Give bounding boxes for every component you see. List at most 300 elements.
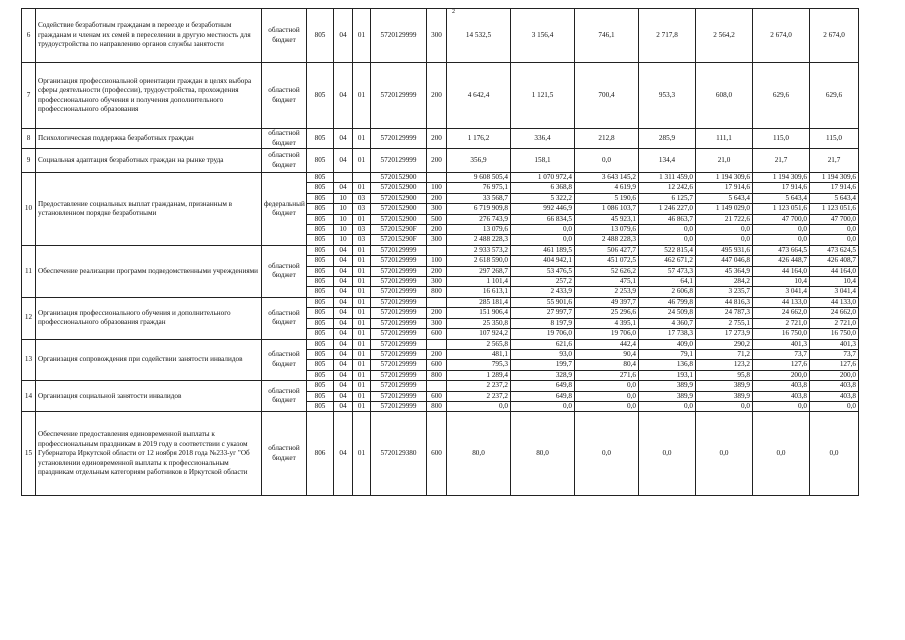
section-code: 04 — [334, 287, 353, 297]
y2019-value: 158,1 — [511, 149, 575, 173]
y2022-value: 2 564,2 — [696, 9, 753, 63]
y2021-value: 2 717,8 — [639, 9, 696, 63]
total-value: 276 743,9 — [447, 214, 511, 224]
subsection-code: 01 — [353, 9, 371, 63]
y2022-value: 123,2 — [696, 360, 753, 370]
gp-code: 805 — [307, 401, 334, 411]
y2019-value: 2 433,9 — [511, 287, 575, 297]
y2024-value: 127,6 — [810, 360, 859, 370]
total-value: 14 532,5 — [447, 9, 511, 63]
y2023-value: 127,6 — [753, 360, 810, 370]
y2024-value: 1 194 309,6 — [810, 173, 859, 183]
y2020-value: 4 395,1 — [575, 318, 639, 328]
total-value: 4 642,4 — [447, 63, 511, 129]
subsection-code: 01 — [353, 339, 371, 349]
y2023-value: 5 643,4 — [753, 193, 810, 203]
y2019-value: 53 476,5 — [511, 266, 575, 276]
target-article-code: 5720129999 — [371, 329, 427, 339]
y2021-value: 1 311 459,0 — [639, 173, 696, 183]
funding-source: областной бюджет — [262, 339, 307, 381]
measure-name: Организация сопровождения при содействии занятости инвалидов — [36, 339, 262, 381]
y2023-value: 115,0 — [753, 129, 810, 149]
expense-type-code: 300 — [427, 318, 447, 328]
subsection-code: 03 — [353, 235, 371, 245]
expense-type-code — [427, 245, 447, 255]
measure-name: Организация социальной занятости инвалидов — [36, 381, 262, 412]
budget-table — [21, 8, 859, 496]
target-article-code: 5720129999 — [371, 277, 427, 287]
table-row — [22, 339, 859, 349]
subsection-code: 01 — [353, 349, 371, 359]
gp-code: 805 — [307, 149, 334, 173]
y2020-value: 0,0 — [575, 381, 639, 391]
funding-source: областной бюджет — [262, 245, 307, 297]
target-article-code: 5720129999 — [371, 63, 427, 129]
section-code: 10 — [334, 235, 353, 245]
y2019-value: 3 156,4 — [511, 9, 575, 63]
y2024-value: 17 914,6 — [810, 183, 859, 193]
page-marker: 2 — [452, 9, 455, 15]
funding-source: областной бюджет — [262, 63, 307, 129]
y2022-value: 3 235,7 — [696, 287, 753, 297]
y2021-value: 1 246 227,0 — [639, 204, 696, 214]
y2019-value: 404 942,1 — [511, 256, 575, 266]
table-row — [22, 381, 859, 391]
y2019-value: 257,2 — [511, 277, 575, 287]
y2022-value: 0,0 — [696, 412, 753, 496]
y2020-value: 0,0 — [575, 149, 639, 173]
gp-code: 805 — [307, 287, 334, 297]
section-code: 04 — [334, 277, 353, 287]
y2019-value: 55 901,6 — [511, 297, 575, 307]
y2023-value: 44 164,0 — [753, 266, 810, 276]
y2021-value: 0,0 — [639, 225, 696, 235]
y2019-value: 649,8 — [511, 391, 575, 401]
section-code: 04 — [334, 401, 353, 411]
y2019-value: 93,0 — [511, 349, 575, 359]
total-value: 2 488 228,3 — [447, 235, 511, 245]
y2022-value: 0,0 — [696, 225, 753, 235]
target-article-code: 5720129999 — [371, 360, 427, 370]
section-code: 04 — [334, 129, 353, 149]
y2024-value: 5 643,4 — [810, 193, 859, 203]
subsection-code: 03 — [353, 204, 371, 214]
y2019-value: 461 189,5 — [511, 245, 575, 255]
y2020-value: 451 072,5 — [575, 256, 639, 266]
subsection-code: 01 — [353, 370, 371, 380]
y2019-value: 336,4 — [511, 129, 575, 149]
y2024-value: 21,7 — [810, 149, 859, 173]
y2022-value: 111,1 — [696, 129, 753, 149]
total-value: 33 568,7 — [447, 193, 511, 203]
row-number: 11 — [22, 245, 36, 297]
y2020-value: 52 626,2 — [575, 266, 639, 276]
table-row — [22, 9, 859, 63]
row-number: 14 — [22, 381, 36, 412]
table-row — [22, 297, 859, 307]
gp-code: 805 — [307, 339, 334, 349]
expense-type-code: 100 — [427, 183, 447, 193]
y2021-value: 17 738,3 — [639, 329, 696, 339]
y2023-value: 47 700,0 — [753, 214, 810, 224]
gp-code: 805 — [307, 349, 334, 359]
y2020-value: 80,4 — [575, 360, 639, 370]
measure-name: Обеспечение реализации программ подведомственными учреждениями — [36, 245, 262, 297]
measure-name: Предоставление социальных выплат гражданам, признанным в установленном порядке безработными — [36, 173, 262, 246]
y2023-value: 629,6 — [753, 63, 810, 129]
gp-code: 805 — [307, 318, 334, 328]
total-value: 107 924,2 — [447, 329, 511, 339]
y2023-value: 73,7 — [753, 349, 810, 359]
total-value: 2 933 573,2 — [447, 245, 511, 255]
y2024-value: 0,0 — [810, 235, 859, 245]
y2023-value: 1 123 051,6 — [753, 204, 810, 214]
y2019-value: 992 446,9 — [511, 204, 575, 214]
measure-name: Содействие безработным гражданам в переезде и безработным гражданам и членам их семей в переселении в другую местность для трудоустройства по направлению органов службы занятости — [36, 9, 262, 63]
y2021-value: 193,1 — [639, 370, 696, 380]
gp-code: 805 — [307, 370, 334, 380]
expense-type-code: 300 — [427, 9, 447, 63]
y2022-value: 45 364,9 — [696, 266, 753, 276]
table-row — [22, 129, 859, 149]
gp-code: 805 — [307, 183, 334, 193]
expense-type-code: 200 — [427, 193, 447, 203]
y2023-value: 10,4 — [753, 277, 810, 287]
y2024-value: 44 133,0 — [810, 297, 859, 307]
subsection-code: 01 — [353, 360, 371, 370]
y2021-value: 4 360,7 — [639, 318, 696, 328]
expense-type-code: 100 — [427, 256, 447, 266]
expense-type-code: 300 — [427, 235, 447, 245]
total-value: 13 079,6 — [447, 225, 511, 235]
y2022-value: 0,0 — [696, 401, 753, 411]
y2020-value: 1 086 103,7 — [575, 204, 639, 214]
y2022-value: 495 931,6 — [696, 245, 753, 255]
section-code: 04 — [334, 149, 353, 173]
y2024-value: 0,0 — [810, 225, 859, 235]
target-article-code: 5720152900 — [371, 193, 427, 203]
y2023-value: 16 750,0 — [753, 329, 810, 339]
total-value: 1 101,4 — [447, 277, 511, 287]
gp-code: 805 — [307, 308, 334, 318]
y2020-value: 0,0 — [575, 391, 639, 401]
y2023-value: 403,8 — [753, 391, 810, 401]
y2020-value: 3 643 145,2 — [575, 173, 639, 183]
section-code: 04 — [334, 256, 353, 266]
gp-code: 805 — [307, 329, 334, 339]
y2020-value: 2 253,9 — [575, 287, 639, 297]
y2020-value: 442,4 — [575, 339, 639, 349]
y2019-value: 5 322,2 — [511, 193, 575, 203]
gp-code: 805 — [307, 193, 334, 203]
expense-type-code: 600 — [427, 391, 447, 401]
y2020-value: 19 706,0 — [575, 329, 639, 339]
expense-type-code — [427, 173, 447, 183]
subsection-code: 01 — [353, 256, 371, 266]
y2021-value: 0,0 — [639, 412, 696, 496]
y2022-value: 5 643,4 — [696, 193, 753, 203]
y2019-value: 19 706,0 — [511, 329, 575, 339]
section-code: 10 — [334, 204, 353, 214]
y2019-value: 199,7 — [511, 360, 575, 370]
y2021-value: 462 671,2 — [639, 256, 696, 266]
funding-source: областной бюджет — [262, 9, 307, 63]
measure-name: Организация профессиональной ориентации граждан в целях выбора сферы деятельности (профессии), трудоустройства, прохождения профессионального обучения и получения дополнительного профессионального образования — [36, 63, 262, 129]
target-article-code: 5720129999 — [371, 266, 427, 276]
y2020-value: 90,4 — [575, 349, 639, 359]
y2024-value: 426 408,7 — [810, 256, 859, 266]
section-code — [334, 173, 353, 183]
y2022-value: 1 194 309,6 — [696, 173, 753, 183]
expense-type-code: 200 — [427, 349, 447, 359]
y2023-value: 0,0 — [753, 235, 810, 245]
row-number: 9 — [22, 149, 36, 173]
target-article-code: 5720152900 — [371, 204, 427, 214]
table-row — [22, 173, 859, 183]
section-code: 04 — [334, 318, 353, 328]
y2023-value: 24 662,0 — [753, 308, 810, 318]
gp-code: 805 — [307, 9, 334, 63]
subsection-code: 03 — [353, 225, 371, 235]
y2020-value: 475,1 — [575, 277, 639, 287]
y2020-value: 506 427,7 — [575, 245, 639, 255]
expense-type-code: 800 — [427, 401, 447, 411]
y2024-value: 47 700,0 — [810, 214, 859, 224]
section-code: 10 — [334, 193, 353, 203]
target-article-code: 5720129999 — [371, 339, 427, 349]
y2024-value: 401,3 — [810, 339, 859, 349]
subsection-code: 01 — [353, 297, 371, 307]
subsection-code: 01 — [353, 401, 371, 411]
subsection-code: 01 — [353, 129, 371, 149]
y2021-value: 24 509,8 — [639, 308, 696, 318]
y2019-value: 27 997,7 — [511, 308, 575, 318]
y2023-value: 2 721,0 — [753, 318, 810, 328]
gp-code: 805 — [307, 214, 334, 224]
y2023-value: 426 448,7 — [753, 256, 810, 266]
gp-code: 806 — [307, 412, 334, 496]
y2021-value: 953,3 — [639, 63, 696, 129]
target-article-code: 572015290F — [371, 225, 427, 235]
expense-type-code: 200 — [427, 266, 447, 276]
section-code: 04 — [334, 329, 353, 339]
subsection-code: 01 — [353, 287, 371, 297]
gp-code: 805 — [307, 297, 334, 307]
target-article-code: 572015290F — [371, 235, 427, 245]
total-value: 151 906,4 — [447, 308, 511, 318]
section-code: 04 — [334, 349, 353, 359]
gp-code: 805 — [307, 256, 334, 266]
total-value: 481,1 — [447, 349, 511, 359]
funding-source: областной бюджет — [262, 129, 307, 149]
y2021-value: 46 799,8 — [639, 297, 696, 307]
expense-type-code: 600 — [427, 329, 447, 339]
subsection-code: 01 — [353, 214, 371, 224]
funding-source: областной бюджет — [262, 149, 307, 173]
section-code: 04 — [334, 339, 353, 349]
target-article-code: 5720129999 — [371, 129, 427, 149]
total-value: 16 613,1 — [447, 287, 511, 297]
subsection-code: 01 — [353, 412, 371, 496]
y2022-value: 290,2 — [696, 339, 753, 349]
y2022-value: 21,0 — [696, 149, 753, 173]
y2024-value: 629,6 — [810, 63, 859, 129]
total-value: 2 618 590,0 — [447, 256, 511, 266]
y2021-value: 0,0 — [639, 235, 696, 245]
y2024-value: 403,8 — [810, 391, 859, 401]
y2024-value: 0,0 — [810, 412, 859, 496]
target-article-code: 5720129999 — [371, 381, 427, 391]
y2022-value: 71,2 — [696, 349, 753, 359]
y2023-value: 403,8 — [753, 381, 810, 391]
y2024-value: 1 123 051,6 — [810, 204, 859, 214]
y2021-value: 12 242,6 — [639, 183, 696, 193]
subsection-code: 01 — [353, 245, 371, 255]
y2020-value: 271,6 — [575, 370, 639, 380]
expense-type-code: 800 — [427, 370, 447, 380]
y2022-value: 95,8 — [696, 370, 753, 380]
measure-name: Социальная адаптация безработных граждан на рынке труда — [36, 149, 262, 173]
y2020-value: 49 397,7 — [575, 297, 639, 307]
section-code: 04 — [334, 360, 353, 370]
y2021-value: 2 606,8 — [639, 287, 696, 297]
target-article-code: 5720129380 — [371, 412, 427, 496]
gp-code: 805 — [307, 360, 334, 370]
y2022-value: 389,9 — [696, 381, 753, 391]
y2020-value: 746,1 — [575, 9, 639, 63]
y2023-value: 21,7 — [753, 149, 810, 173]
target-article-code: 5720129999 — [371, 256, 427, 266]
expense-type-code: 300 — [427, 277, 447, 287]
y2022-value: 17 273,9 — [696, 329, 753, 339]
y2021-value: 134,4 — [639, 149, 696, 173]
y2023-value: 17 914,6 — [753, 183, 810, 193]
y2022-value: 17 914,6 — [696, 183, 753, 193]
subsection-code: 01 — [353, 329, 371, 339]
subsection-code — [353, 173, 371, 183]
total-value: 356,9 — [447, 149, 511, 173]
subsection-code: 01 — [353, 266, 371, 276]
row-number: 7 — [22, 63, 36, 129]
y2020-value: 45 923,1 — [575, 214, 639, 224]
gp-code: 805 — [307, 129, 334, 149]
y2024-value: 2 721,0 — [810, 318, 859, 328]
y2022-value: 44 816,3 — [696, 297, 753, 307]
target-article-code: 5720129999 — [371, 287, 427, 297]
y2024-value: 403,8 — [810, 381, 859, 391]
row-number: 12 — [22, 297, 36, 339]
gp-code: 805 — [307, 225, 334, 235]
measure-name: Обеспечение предоставления единовременной выплаты к профессиональным праздникам в 2019 году в соответствии с указом Губернатора Иркутской области от 12 ноября 2018 года №233-уг "Об установлении единовременной выплаты к профессиональным праздникам отдельным категориям работников в Иркутской области — [36, 412, 262, 496]
funding-source: областной бюджет — [262, 412, 307, 496]
y2024-value: 2 674,0 — [810, 9, 859, 63]
y2020-value: 0,0 — [575, 401, 639, 411]
total-value: 6 719 909,8 — [447, 204, 511, 214]
total-value: 1 289,4 — [447, 370, 511, 380]
y2019-value: 0,0 — [511, 225, 575, 235]
section-code: 04 — [334, 63, 353, 129]
section-code: 04 — [334, 412, 353, 496]
section-code: 10 — [334, 225, 353, 235]
expense-type-code — [427, 339, 447, 349]
total-value: 2 237,2 — [447, 381, 511, 391]
gp-code: 805 — [307, 266, 334, 276]
y2020-value: 4 619,9 — [575, 183, 639, 193]
y2021-value: 6 125,7 — [639, 193, 696, 203]
y2023-value: 2 674,0 — [753, 9, 810, 63]
y2019-value: 8 197,9 — [511, 318, 575, 328]
section-code: 04 — [334, 370, 353, 380]
subsection-code: 01 — [353, 318, 371, 328]
y2024-value: 16 750,0 — [810, 329, 859, 339]
gp-code: 805 — [307, 235, 334, 245]
y2024-value: 44 164,0 — [810, 266, 859, 276]
target-article-code: 5720129999 — [371, 149, 427, 173]
y2024-value: 3 041,4 — [810, 287, 859, 297]
target-article-code: 5720129999 — [371, 9, 427, 63]
y2023-value: 0,0 — [753, 401, 810, 411]
y2022-value: 0,0 — [696, 235, 753, 245]
y2022-value: 1 149 029,0 — [696, 204, 753, 214]
expense-type-code: 600 — [427, 412, 447, 496]
target-article-code: 5720152900 — [371, 173, 427, 183]
expense-type-code: 200 — [427, 63, 447, 129]
y2024-value: 115,0 — [810, 129, 859, 149]
y2019-value: 6 368,8 — [511, 183, 575, 193]
measure-name: Организация профессионального обучения и дополнительного профессионального образования граждан — [36, 297, 262, 339]
y2021-value: 409,0 — [639, 339, 696, 349]
y2022-value: 284,2 — [696, 277, 753, 287]
y2019-value: 1 121,5 — [511, 63, 575, 129]
total-value: 0,0 — [447, 401, 511, 411]
y2023-value: 3 041,4 — [753, 287, 810, 297]
section-code: 04 — [334, 266, 353, 276]
y2024-value: 73,7 — [810, 349, 859, 359]
section-code: 04 — [334, 308, 353, 318]
y2020-value: 212,8 — [575, 129, 639, 149]
expense-type-code: 200 — [427, 129, 447, 149]
y2021-value: 389,9 — [639, 391, 696, 401]
y2019-value: 0,0 — [511, 401, 575, 411]
gp-code: 805 — [307, 204, 334, 214]
y2022-value: 2 755,1 — [696, 318, 753, 328]
subsection-code: 01 — [353, 308, 371, 318]
table-row — [22, 412, 859, 496]
subsection-code: 01 — [353, 183, 371, 193]
target-article-code: 5720129999 — [371, 308, 427, 318]
target-article-code: 5720152900 — [371, 183, 427, 193]
y2023-value: 473 664,5 — [753, 245, 810, 255]
total-value: 285 181,4 — [447, 297, 511, 307]
section-code: 10 — [334, 214, 353, 224]
target-article-code: 5720129999 — [371, 349, 427, 359]
section-code: 04 — [334, 9, 353, 63]
y2020-value: 5 190,6 — [575, 193, 639, 203]
y2022-value: 24 787,3 — [696, 308, 753, 318]
y2020-value: 25 296,6 — [575, 308, 639, 318]
total-value: 1 176,2 — [447, 129, 511, 149]
y2019-value: 328,9 — [511, 370, 575, 380]
expense-type-code: 500 — [427, 214, 447, 224]
y2022-value: 21 722,6 — [696, 214, 753, 224]
subsection-code: 01 — [353, 63, 371, 129]
y2021-value: 79,1 — [639, 349, 696, 359]
gp-code: 805 — [307, 391, 334, 401]
expense-type-code — [427, 297, 447, 307]
y2023-value: 200,0 — [753, 370, 810, 380]
y2020-value: 13 079,6 — [575, 225, 639, 235]
row-number: 10 — [22, 173, 36, 246]
